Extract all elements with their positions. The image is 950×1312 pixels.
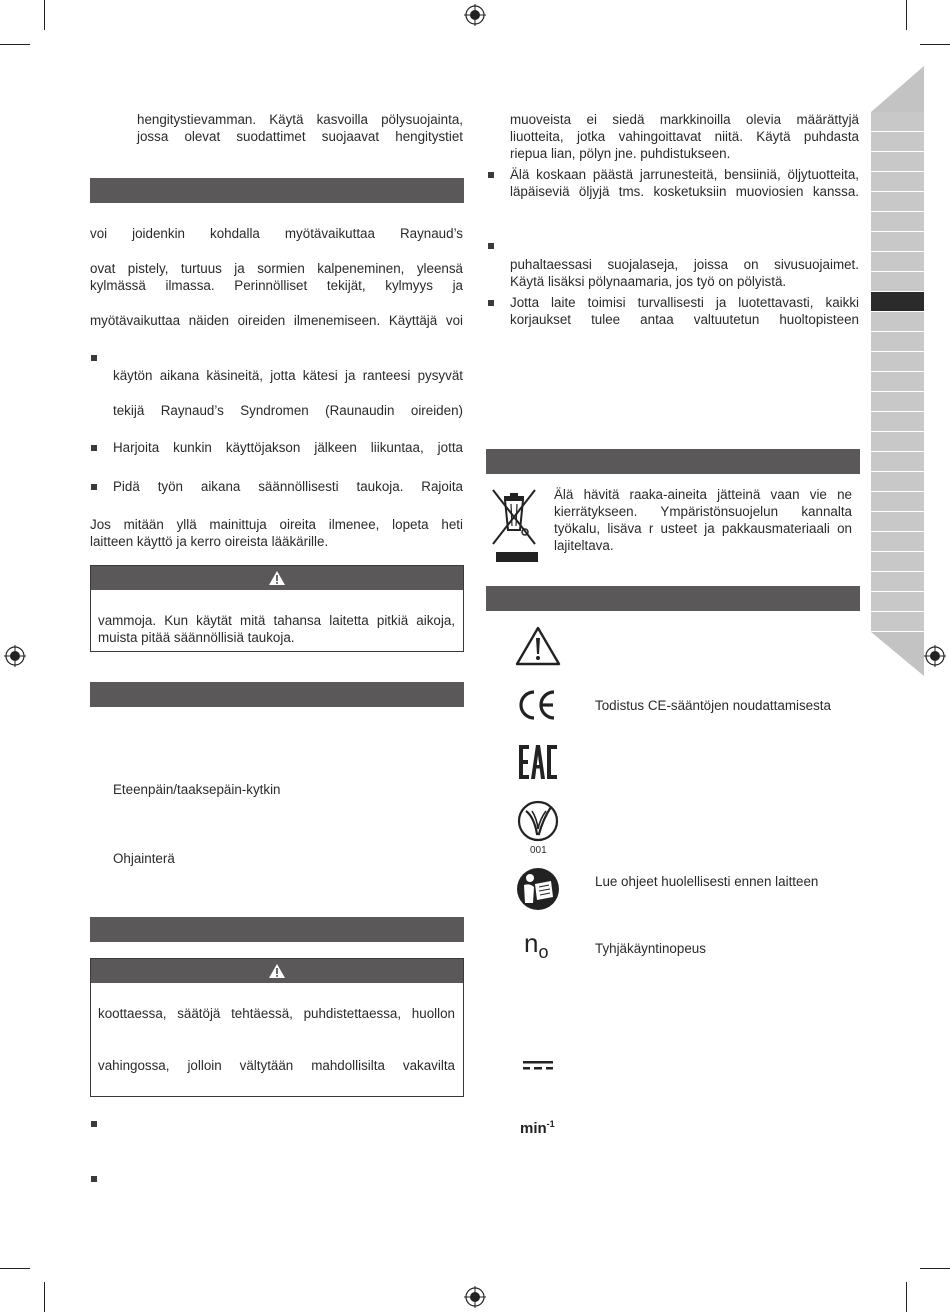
- rpm-symbol-exp: -1: [546, 1119, 555, 1129]
- part-label: Eteenpäin/taaksepäin-kytkin: [113, 782, 281, 797]
- language-tab[interactable]: [871, 192, 924, 212]
- language-tab[interactable]: [871, 372, 924, 392]
- rpm-symbol-base: min: [520, 1120, 547, 1137]
- registration-mark-icon: [464, 1286, 486, 1308]
- no-load-speed-symbol: [524, 928, 548, 961]
- raynaud-line: kylmässä ilmassa. Perinnölliset tekijät, kylmyys ja: [90, 278, 463, 293]
- crop-mark: [906, 1282, 907, 1312]
- bullet-icon: [488, 243, 494, 249]
- crop-mark: [44, 1282, 45, 1312]
- ce-mark-icon: [517, 688, 559, 722]
- ce-description: Todistus CE-sääntöjen noudattamisesta: [595, 698, 831, 713]
- registration-mark-icon: [464, 4, 486, 26]
- language-tab[interactable]: [871, 112, 924, 132]
- warning-text-line: muista pitää säännöllisiä taukoja.: [98, 630, 295, 645]
- crossed-bin-icon: [489, 486, 539, 566]
- language-tab[interactable]: [871, 552, 924, 572]
- bullet-icon: [488, 300, 494, 306]
- warning-header: [91, 959, 463, 983]
- language-tab[interactable]: [871, 572, 924, 592]
- bullet-line: käytön aikana käsineitä, jotta kätesi ja ranteesi pysyvät: [113, 368, 463, 383]
- language-tab[interactable]: [871, 592, 924, 612]
- language-tab[interactable]: [871, 172, 924, 192]
- warning-header: [91, 566, 463, 590]
- bullet-icon: [91, 445, 97, 451]
- symptoms-line: laitteen käyttö ja kerro oireista lääkärille.: [90, 534, 329, 549]
- language-tab[interactable]: [871, 272, 924, 292]
- bullet-line: Harjoita kunkin käyttöjakson jälkeen liikuntaa, jotta: [113, 440, 463, 455]
- warning-box: [90, 565, 464, 652]
- crop-mark: [0, 1268, 30, 1269]
- language-tab-active[interactable]: [871, 292, 924, 312]
- warning-text-line: koottaessa, säätöjä tehtäessä, puhdistettaessa, huollon: [98, 1006, 455, 1021]
- recycling-line: kierrätykseen. Ympäristönsuojelun kannalta: [554, 504, 852, 519]
- language-tab[interactable]: [871, 512, 924, 532]
- crop-mark: [0, 44, 30, 45]
- cleaning-line: muoveista ei siedä markkinoilla olevia määrättyjä: [510, 112, 859, 127]
- bullet-line: korjaukset tulee antaa valtuutetun huoltopisteen: [510, 312, 859, 327]
- intro-line: jossa olevat suodattimet suojaavat hengitystiet: [137, 129, 463, 144]
- warning-text-line: vahingossa, jolloin vältytään mahdollisilta vakavilta: [98, 1058, 455, 1073]
- language-tab[interactable]: [871, 472, 924, 492]
- tab-triangle-top: [871, 66, 924, 112]
- recycling-line: Älä hävitä raaka-aineita jätteinä vaan vie ne: [554, 487, 852, 502]
- section-header-bar: [90, 178, 464, 203]
- crop-mark: [44, 0, 45, 30]
- cleaning-line: liuotteita, jotka vahingoittavat niitä. Käytä puhdasta: [510, 129, 859, 144]
- language-tab[interactable]: [871, 392, 924, 412]
- registration-mark-icon: [924, 645, 946, 667]
- registration-mark-icon: [4, 645, 26, 667]
- language-tab[interactable]: [871, 492, 924, 512]
- bullet-icon: [91, 484, 97, 490]
- tab-triangle-bottom: [871, 632, 924, 676]
- language-tab[interactable]: [871, 332, 924, 352]
- language-tab[interactable]: [871, 412, 924, 432]
- warning-triangle-icon: [268, 963, 286, 979]
- crop-mark: [920, 1268, 950, 1269]
- language-tab[interactable]: [871, 232, 924, 252]
- language-tab[interactable]: [871, 352, 924, 372]
- bullet-line: Käytä lisäksi pölynaamaria, jos työ on pölyistä.: [510, 274, 787, 289]
- ukrainian-code: 001: [530, 845, 547, 856]
- language-tab[interactable]: [871, 132, 924, 152]
- bullet-line: Pidä työn aikana säännöllisesti taukoja. Rajoita: [113, 479, 463, 494]
- warning-text-line: vammoja. Kun käytät mitä tahansa laitetta pitkiä aikoja,: [98, 613, 455, 628]
- section-header-bar: [486, 586, 860, 611]
- raynaud-line: voi joidenkin kohdalla myötävaikuttaa Raynaud’s: [90, 226, 463, 241]
- raynaud-line: ovat pistely, turtuus ja sormien kalpeneminen, yleensä: [90, 261, 463, 276]
- ukrainian-conformity-icon: [516, 797, 560, 843]
- raynaud-line: myötävaikuttaa näiden oireiden ilmenemiseen. Käyttäjä voi: [90, 313, 463, 328]
- symptoms-line: Jos mitään yllä mainittuja oireita ilmenee, lopeta heti: [90, 517, 463, 532]
- intro-line: hengitystievamman. Käytä kasvoilla pölysuojainta,: [137, 112, 463, 127]
- warning-triangle-icon: [514, 625, 562, 667]
- bullet-line: tekijä Raynaud’s Syndromen (Raunaudin oireiden): [113, 403, 463, 418]
- bullet-line: puhaltaessasi suojalaseja, joissa on sivusuojaimet.: [510, 257, 859, 272]
- section-header-bar: [90, 917, 464, 942]
- crop-mark: [906, 0, 907, 30]
- crop-mark: [920, 44, 950, 45]
- section-header-bar: [90, 682, 464, 707]
- language-tab[interactable]: [871, 432, 924, 452]
- language-tab[interactable]: [871, 212, 924, 232]
- language-tab[interactable]: [871, 612, 924, 632]
- language-tabs: [871, 112, 924, 632]
- recycling-line: työkalu, lisäva r usteet ja pakkausmateriaali on: [554, 521, 852, 536]
- direct-current-icon: [523, 1060, 553, 1072]
- manual-description: Lue ohjeet huolellisesti ennen laitteen: [595, 874, 819, 889]
- language-tab[interactable]: [871, 252, 924, 272]
- language-tab[interactable]: [871, 532, 924, 552]
- warning-box: [90, 958, 464, 1097]
- bullet-line: läpäiseviä öljyjä tms. kosketuksiin muoviosien kanssa.: [510, 184, 859, 199]
- read-manual-icon: [516, 867, 560, 911]
- warning-triangle-icon: [268, 570, 286, 586]
- no-load-speed-description: Tyhjäkäyntinopeus: [595, 941, 706, 956]
- n0-symbol-n: n: [524, 928, 539, 958]
- bullet-icon: [488, 172, 494, 178]
- bullet-icon: [91, 355, 97, 361]
- part-label: Ohjainterä: [113, 851, 175, 866]
- section-header-bar: [486, 449, 860, 474]
- eac-mark-icon: [518, 743, 558, 781]
- bullet-line: Älä koskaan päästä jarrunesteitä, bensiiniä, öljytuotteita,: [510, 167, 859, 182]
- language-tab[interactable]: [871, 452, 924, 472]
- cleaning-line: riepua lian, pölyn jne. puhdistukseen.: [510, 146, 731, 161]
- bullet-icon: [91, 1176, 97, 1182]
- bullet-line: Jotta laite toimisi turvallisesti ja luotettavasti, kaikki: [510, 295, 859, 310]
- rpm-symbol: [520, 1115, 555, 1138]
- recycling-line: lajiteltava.: [554, 538, 614, 553]
- n0-symbol-sub: o: [538, 942, 549, 962]
- bullet-icon: [91, 1121, 97, 1127]
- language-tab[interactable]: [871, 152, 924, 172]
- language-tab[interactable]: [871, 312, 924, 332]
